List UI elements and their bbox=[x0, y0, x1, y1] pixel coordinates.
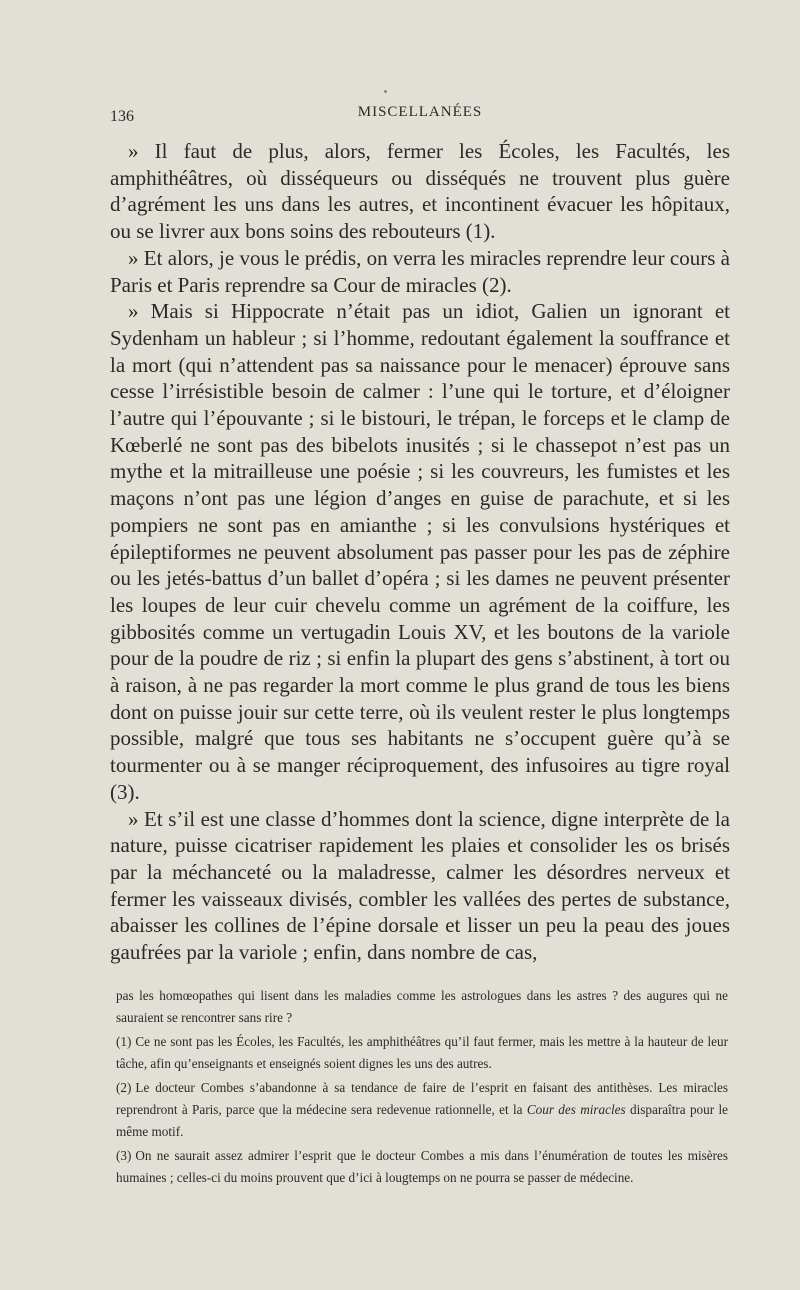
footnote-italic-text: Cour des miracles bbox=[526, 1102, 626, 1117]
paper-speck bbox=[384, 90, 387, 93]
footnote-text: Ce ne sont pas les Écoles, les Facultés, les amphithéâtres qu’il faut fermer, mais les mettre à la hauteur de leur tâche, afin qu’enseignants et enseignés soient dignes les uns des autres. bbox=[116, 1034, 728, 1071]
footnote-number: (1) bbox=[116, 1034, 132, 1049]
footnote-2 bbox=[116, 1077, 728, 1143]
footnote-number: (3) bbox=[116, 1148, 132, 1163]
page-header bbox=[110, 104, 730, 128]
footnote-text: Le docteur Combes s’abandonne à sa tendance de faire de l’esprit en faisant des antithèses. Les miracles reprendront à Paris, parce que la médecine sera redevenue rationnelle, et la bbox=[116, 1080, 728, 1117]
footnote-text: disparaîtra pour le même motif. bbox=[116, 1102, 728, 1139]
page-number: 136 bbox=[110, 108, 134, 125]
footnote-1 bbox=[116, 1031, 728, 1075]
paragraph: » Mais si Hippocrate n’était pas un idiot, Galien un ignorant et Sydenham un hableur ; si l’homme, redoutant également la souffrance et la mort (qui n’attendent pas sa naissance pour le menacer) éprouve sans cesse l’irrésistible besoin de calmer : l’une qui le torture, et d’éloigner l’autre qui l’épouvante ; si le bistouri, le trépan, le forceps et le clamp de Kœberlé ne sont pas des bibelots inusités ; si le chassepot n’est pas un mythe et la mitrailleuse une poésie ; si les couvreurs, les fumistes et les maçons n’ont pas une légion d’anges en guise de parachute, et si les pompiers ne sont pas en amianthe ; si les convulsions hystériques et épileptiformes ne peuvent absolument pas passer pour les pas de zéphire ou les jetés-battus d’un ballet d’opéra ; si les dames ne peuvent présenter les loupes de leur cuir chevelu comme un agrément de la coiffure, les gibbosités comme un vertugadin Louis XV, et les boutons de la variole pour de la poudre de riz ; si enfin la plupart des gens s’abstinent, à tort ou à raison, à ne pas regarder la mort comme le plus grand de tous les biens dont on puisse jouir sur cette terre, où ils veulent rester le plus longtemps possible, malgré que tous ses habitants ne s’occupent guère qu’à se tourmenter ou à se manger réciproquement, des infusoires au tigre royal (3). bbox=[110, 299, 730, 804]
footnotes bbox=[116, 985, 728, 1189]
footnote-text: On ne saurait assez admirer l’esprit que le docteur Combes a mis dans l’énumération de toutes les misères humaines ; celles-ci du moins prouvent que d’ici à lougtemps on ne pourra se passer de médecine. bbox=[116, 1148, 728, 1185]
footnote-continuation: pas les homœopathes qui lisent dans les maladies comme les astrologues dans les astres ? des augures qui ne sauraient se rencontrer sans rire ? bbox=[116, 988, 728, 1025]
footnote-number: (2) bbox=[116, 1080, 132, 1095]
paragraph: » Il faut de plus, alors, fermer les Écoles, les Facultés, les amphithéâtres, où disséqueurs ou disséqués ne trouvent plus guère d’agrément les uns dans les autres, et incontinent évacuer les hôpitaux, ou se livrer aux bons soins des rebouteurs (1). bbox=[110, 139, 730, 244]
main-text bbox=[110, 138, 730, 966]
paragraph: » Et alors, je vous le prédis, on verra les miracles reprendre leur cours à Paris et Paris reprendre sa Cour de miracles (2). bbox=[110, 245, 730, 297]
paragraph: » Et s’il est une classe d’hommes dont la science, digne interprète de la nature, puisse cicatriser rapidement les plaies et consolider les os brisés par la méchanceté ou la maladresse, calmer les désordres nerveux et fermer les vaisseaux divisés, combler les vallées des pertes de substance, abaisser les collines de l’épine dorsale et lisser un peu la peau des joues gaufrées par la variole ; enfin, dans nombre de cas, bbox=[110, 806, 730, 965]
running-title: MISCELLANÉES bbox=[357, 104, 483, 120]
footnote-3 bbox=[116, 1145, 728, 1189]
